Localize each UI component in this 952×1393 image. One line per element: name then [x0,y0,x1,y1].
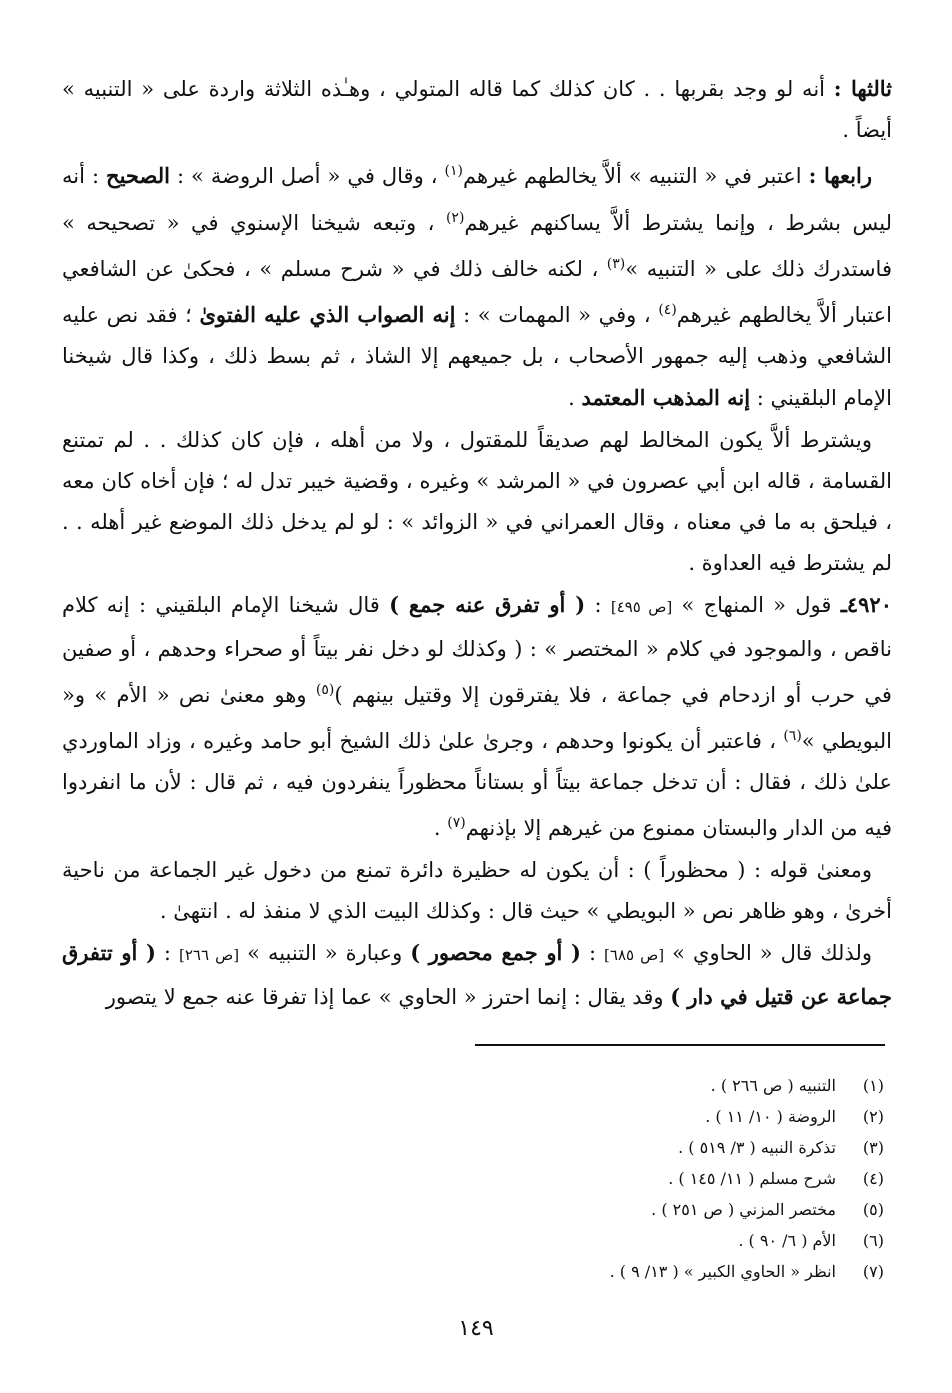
footnote-text: مختصر المزني ( ص ٢٥١ ) . [651,1200,836,1219]
paragraph [62,932,892,1018]
text-run: ويشترط ألاَّ يكون المخالط لهم صديقاً للمقتول ، ولا من أهله ، فإن كان كذلك . . لم تمتنع القسامة ، قاله ابن أبي عصرون في « المرشد » وغيره ، وقضية خيبر تدل له ؛ فإن أخاه كان معه ، فيلحق به ما في معناه ، وقال العمراني في « الزوائد » : لو لم يدخل ذلك الموضع غير أهله . . لم يشترط فيه العداوة . [62,427,892,576]
footnote-text: شرح مسلم ( ١١/ ١٤٥ ) . [668,1169,836,1188]
footnote-marker: (٤) [658,302,677,319]
text-run: ، فاعتبر أن يكونوا وحدهم ، وجرىٰ علىٰ ذلك الشيخ أبو حامد وغيره ، وزاد الماوردي علىٰ ذلك ، فقال : أن تدخل جماعة بيتاً أو بستاناً محظوراً ينفردون فيه ، ثم قال : لأن ما انفردوا فيه من الدار والبستان ممنوع من غيرهم إلا بإذنهم [62,729,892,841]
bold-text: إنه الصواب الذي عليه الفتوىٰ [199,302,456,328]
footnote-number: (١) [862,1076,884,1095]
text-run: : [155,941,179,966]
bold-text: إنه المذهب المعتمد [581,385,751,411]
footnote-marker: (٥) [315,681,335,698]
bold-text: ( أو تتفرق جماعة عن قتيل في دار ) [62,940,892,1010]
paragraph [62,68,892,151]
text-run: . [433,816,448,841]
footnote-text: الروضة ( ١٠/ ١١ ) . [705,1107,836,1126]
footnote-text: تذكرة النبيه ( ٣/ ٥١٩ ) . [678,1138,836,1157]
footnote-text: التنبيه ( ص ٢٦٦ ) . [710,1076,836,1095]
footnote-marker: (٦) [783,728,802,745]
page-number: ١٤٩ [458,1316,494,1341]
footnote-number: (٦) [862,1231,884,1250]
text-run: ومعنىٰ قوله : ( محظوراً ) : أن يكون له حظيرة دائرة تمنع من دخول غير الجماعة من ناحية أخرىٰ ، وهو ظاهر نص « البويطي » حيث قال : وكذلك البيت الذي لا منفذ له . انتهىٰ . [62,857,892,923]
text-run: : [580,941,605,966]
footnote-number: (٥) [862,1200,884,1219]
text-run: ، وتبعه شيخنا الإسنوي في « تصحيحه » فاستدرك ذلك على « التنبيه » [62,210,892,281]
footnote-text: انظر « الحاوي الكبير » ( ١٣/ ٩ ) . [609,1262,836,1281]
footnote [120,1225,884,1256]
footnote-number: (٣) [862,1138,884,1157]
text-run: وهو معنىٰ نص « الأم » و« البويطي » [62,682,892,754]
footnote [120,1194,884,1225]
paragraph [62,584,892,849]
bold-text: ( أو تفرق عنه جمع ) [389,592,586,618]
footnote-text: الأم ( ٦/ ٩٠ ) . [738,1231,836,1250]
footnotes-list [120,1070,884,1287]
footnote-separator [475,1044,885,1046]
paragraph [62,420,892,585]
footnote-number: (٤) [862,1169,884,1188]
bold-text: ثالثها : [833,76,893,101]
text-run: أنه لو وجد بقربها . . كان كذلك كما قاله المتولي ، وهـٰذه الثلاثة واردة على « التنبيه » أيضاً . [62,77,892,143]
paragraph [62,850,892,932]
footnote [120,1256,884,1287]
text-run: ، وقال في « أصل الروضة » : [169,164,445,189]
footnote-marker: (١) [444,163,463,180]
bold-text: ( أو جمع محصور ) [410,940,581,966]
footnote [120,1163,884,1194]
text-run: : أنه ليس بشرط ، وإنما يشترط ألاَّ يساكنهم غيرهم [62,164,892,235]
text-run: . [568,386,582,411]
page-reference: [ص ٢٦٦] [178,946,240,965]
footnote-marker: (٣) [606,255,626,272]
footnote-marker: (٢) [445,209,465,226]
bold-text: الصحيح [106,163,170,189]
text-run: وقد يقال : إنما احترز « الحاوي » عما إذا تفرقا عنه جمع لا يتصور [105,985,671,1010]
text-run: ، لكنه خالف ذلك في « شرح مسلم » ، فحكىٰ عن الشافعي اعتبار ألاَّ يخالطهم غيرهم [62,256,893,328]
text-run: قال شيخنا الإمام البلقيني : إنه كلام ناقص ، والموجود في كلام « المختصر » : ( وكذلك لو دخل نفر بيتاً أو صحراء وحدهم ، أو صفين في حرب أو ازدحام في جماعة ، فلا يفترقون إلا وقتيل بينهم ) [62,593,892,707]
footnote-number: (٢) [862,1107,884,1126]
text-run: وعبارة « التنبيه » [239,941,411,966]
paragraph [62,151,892,419]
bold-text: ٤٩٢٠ـ [840,592,892,618]
main-text [62,68,892,1018]
footnote-marker: (٧) [447,815,466,832]
footnote-number: (٧) [862,1262,884,1281]
footnote [120,1132,884,1163]
footnote [120,1101,884,1132]
page-reference: [ص ٤٩٥] [610,598,673,617]
bold-text: رابعها : [808,163,872,189]
page-reference: [ص ٦٨٥] [604,946,665,965]
text-run: : [585,593,611,618]
footnote [120,1070,884,1101]
text-run: ، وفي « المهمات » : [455,303,659,328]
text-run: اعتبر في « التنبيه » ألاَّ يخالطهم غيرهم [463,164,809,189]
text-run: ؛ فقد نص عليه الشافعي وذهب إليه جمهور الأصحاب ، بل جميعهم إلا الشاذ ، ثم بسط ذلك ، وكذا قال شيخنا الإمام البلقيني : [62,303,892,411]
text-run: قول « المنهاج » [672,593,841,618]
text-run: ولذلك قال « الحاوي » [664,941,872,966]
